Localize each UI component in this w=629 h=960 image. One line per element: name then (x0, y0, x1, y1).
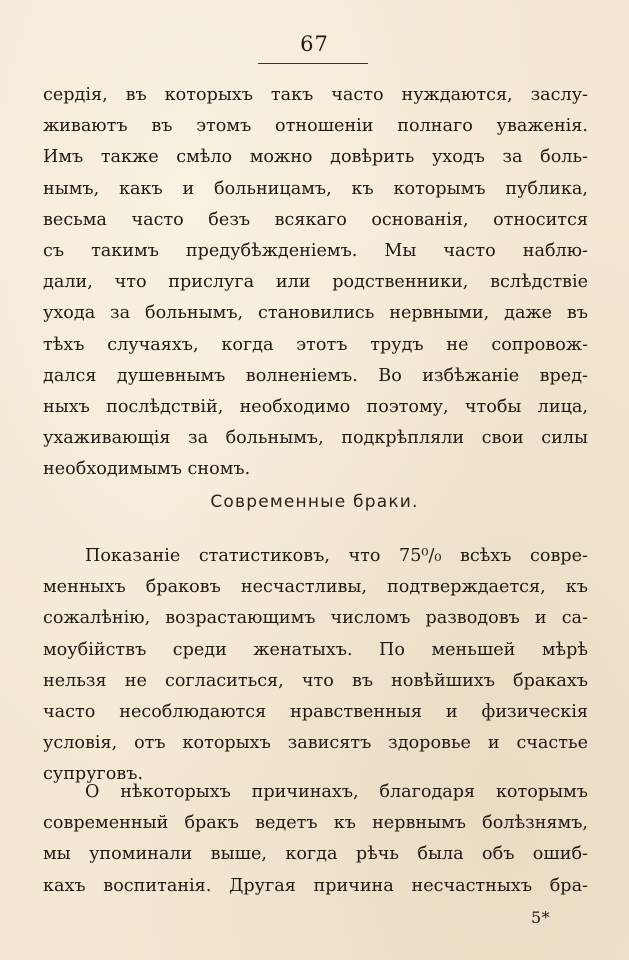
text-line: Имъ также смѣло можно довѣрить уходъ за боль- (43, 147, 588, 168)
text-line: О нѣкоторыхъ причинахъ, благодаря которымъ (85, 782, 588, 802)
text-line: дался душевнымъ волненіемъ. Во избѣжаніе вред- (43, 365, 588, 386)
text-line: условія, отъ которыхъ зависятъ здоровье и счастье (43, 733, 588, 754)
text-line: нымъ, какъ и больницамъ, къ которымъ публика, (43, 178, 588, 199)
text-line: нельзя не согласиться, что въ новѣйшихъ бракахъ (43, 670, 588, 691)
text-line: сердія, въ которыхъ такъ часто нуждаются, заслу- (43, 85, 588, 105)
section-heading: Современные браки. (210, 492, 419, 512)
paragraph-statistics (43, 541, 588, 791)
text-line: сожалѣнію, возрастающимъ числомъ разводовъ и са- (43, 608, 588, 629)
text-line: ныхъ послѣдствій, необходимо поэтому, чтобы лица, (43, 396, 588, 417)
text-line: кахъ воспитанія. Другая причина несчастныхъ бра- (43, 875, 588, 896)
header-rule (258, 63, 368, 64)
text-line: живаютъ въ этомъ отношеніи полнаго уваженія. (43, 116, 588, 137)
paragraph-continuation (43, 80, 588, 485)
text-line: необходимымъ сномъ. (43, 459, 251, 480)
page-number: 67 (300, 32, 329, 56)
text-line: съ такимъ предубѣжденіемъ. Мы часто наблю- (43, 240, 588, 261)
text-line: часто несоблюдаются нравственныя и физическія (43, 701, 588, 722)
text-line: менныхъ браковъ несчастливы, подтверждается, къ (43, 577, 588, 598)
text-line: моубійствъ среди женатыхъ. По меньшей мѣрѣ (43, 639, 588, 660)
text-line: дали, что прислуга или родственники, вслѣдствіе (43, 272, 588, 293)
signature-mark: 5* (531, 908, 551, 927)
text-line: современный бракъ ведетъ къ нервнымъ болѣзнямъ, (43, 813, 588, 834)
text-line: супруговъ. (43, 764, 144, 785)
paragraph-causes (43, 777, 588, 902)
text-line: мы упоминали выше, когда рѣчь была объ ошиб- (43, 844, 588, 865)
text-line: Показаніе статистиковъ, что 75⁰/₀ всѣхъ совре- (85, 546, 588, 566)
text-line: тѣхъ случаяхъ, когда этотъ трудъ не сопровож- (43, 334, 588, 355)
text-line: ухода за больнымъ, становились нервными, даже въ (43, 303, 588, 324)
text-line: ухаживающія за больнымъ, подкрѣпляли свои силы (43, 428, 588, 449)
text-line: весьма часто безъ всякаго основанія, относится (43, 209, 588, 230)
